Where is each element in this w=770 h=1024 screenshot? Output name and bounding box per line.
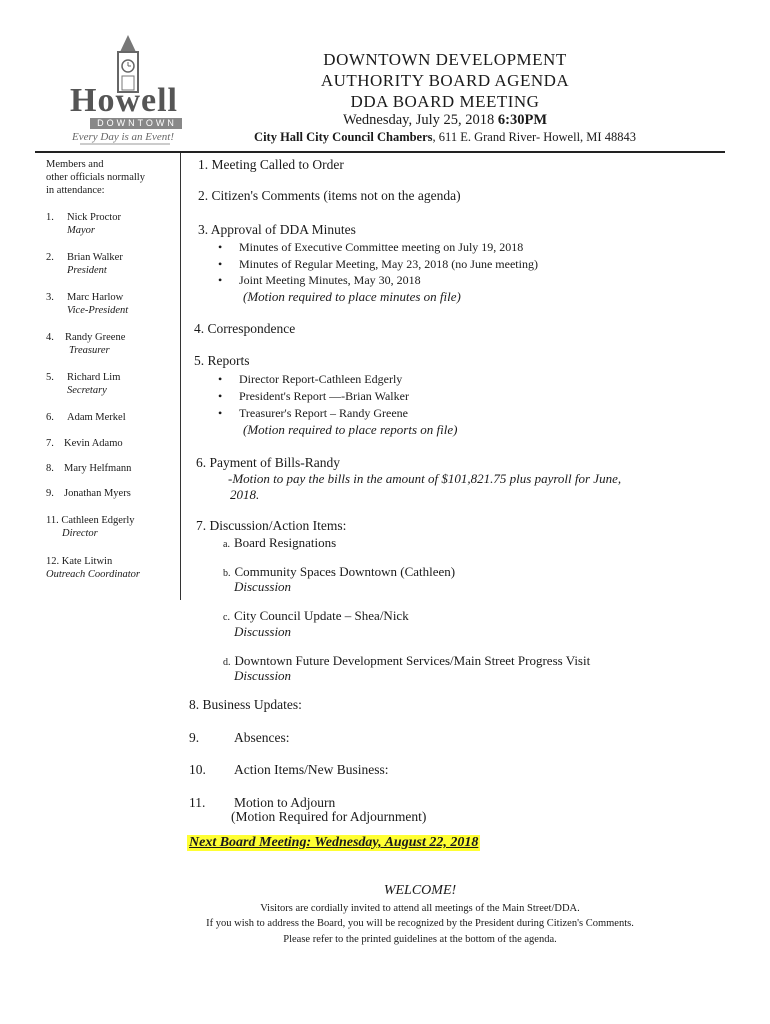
agenda-item-3: 3. Approval of DDA Minutes <box>198 222 356 237</box>
member-name: Kate Litwin <box>61 556 113 567</box>
discussion-note: Discussion <box>234 624 292 639</box>
member-num: 4. <box>46 332 54 343</box>
motion-note: -Motion to pay the bills in the amount of $101,821.75 plus payroll for June, <box>228 471 622 486</box>
howell-downtown-logo <box>50 30 200 150</box>
logo-tagline: Every Day is an Event! <box>72 131 175 143</box>
member-role: Mayor <box>67 225 95 236</box>
agenda-item-4: 4. Correspondence <box>194 321 296 336</box>
agenda-item-1: 1. Meeting Called to Order <box>198 157 344 172</box>
member-name: Marc Harlow <box>67 292 124 303</box>
bullet-item: • Treasurer's Report – Randy Greene <box>218 406 409 420</box>
member-name: Jonathan Myers <box>64 488 131 499</box>
title-line-3: DDA BOARD MEETING <box>350 92 540 111</box>
location-venue: City Hall City Council Chambers <box>254 130 433 144</box>
location-address: , 611 E. Grand River- Howell, MI 48843 <box>432 130 636 144</box>
member-num: 8. <box>46 463 54 474</box>
sidebar-intro-line: other officials normally <box>46 172 145 183</box>
member-name: Randy Greene <box>65 332 126 343</box>
agenda-item-6: 6. Payment of Bills-Randy <box>196 455 340 470</box>
member-name: Richard Lim <box>67 372 121 383</box>
meeting-date-time <box>230 112 660 129</box>
agenda-item-5: 5. Reports <box>194 353 250 368</box>
meeting-date: Wednesday, July 25, 2018 <box>342 112 495 128</box>
sub-item: b. Community Spaces Downtown (Cathleen) <box>223 564 456 579</box>
agenda-item-11: 11. Motion to Adjourn <box>189 795 336 810</box>
welcome-heading: WELCOME! <box>383 883 457 898</box>
member-entry <box>46 555 140 581</box>
sidebar-intro <box>46 158 145 197</box>
member-num: 5. <box>46 372 54 383</box>
member-entry <box>46 487 131 500</box>
member-entry <box>46 462 132 475</box>
logo-sub: DOWNTOWN <box>97 118 177 128</box>
meeting-time: 6:30PM <box>497 112 548 128</box>
member-role: Treasurer <box>69 345 110 356</box>
discussion-note: Discussion <box>234 668 292 683</box>
member-entry <box>46 437 123 450</box>
member-name: Mary Helfmann <box>64 463 132 474</box>
member-entry <box>46 331 126 357</box>
agenda-item-10: 10. Action Items/New Business: <box>189 762 389 777</box>
member-role: Vice-President <box>67 305 129 316</box>
bullet-item: • Joint Meeting Minutes, May 30, 2018 <box>218 273 421 287</box>
member-num: 6. <box>46 412 54 423</box>
member-entry <box>46 211 121 237</box>
motion-note: (Motion required to place minutes on file) <box>243 289 461 304</box>
member-name: Kevin Adamo <box>64 438 123 449</box>
agenda-item-7: 7. Discussion/Action Items: <box>196 518 347 533</box>
logo-name: Howell <box>70 82 178 119</box>
footer-line-3: Please refer to the printed guidelines at the bottom of the agenda. <box>283 934 557 945</box>
member-num: 3. <box>46 292 54 303</box>
member-name: Brian Walker <box>67 252 123 263</box>
member-entry <box>46 514 135 540</box>
motion-note: 2018. <box>230 487 260 502</box>
member-entry <box>46 291 128 317</box>
member-role: Director <box>62 528 98 539</box>
sidebar-intro-line: in attendance: <box>46 185 105 196</box>
agenda-item-8: 8. Business Updates: <box>189 697 302 712</box>
member-name: Nick Proctor <box>67 212 121 223</box>
footer-line-2: If you wish to address the Board, you will be recognized by the President during Citizen's Comments. <box>206 918 634 929</box>
member-num: 11. <box>46 515 59 526</box>
discussion-note: Discussion <box>234 579 292 594</box>
member-name: Cathleen Edgerly <box>61 515 135 526</box>
sub-item: d. Downtown Future Development Services/Main Street Progress Visit <box>223 653 591 668</box>
member-num: 9. <box>46 488 54 499</box>
bullet-item: • Minutes of Regular Meeting, May 23, 2018 (no June meeting) <box>218 257 538 271</box>
bullet-item: • President's Report —-Brian Walker <box>218 389 409 403</box>
agenda-item-2: 2. Citizen's Comments (items not on the agenda) <box>198 188 461 203</box>
member-entry <box>46 251 123 277</box>
title-line-1: DOWNTOWN DEVELOPMENT <box>323 50 567 69</box>
member-num: 2. <box>46 252 54 263</box>
member-role: Secretary <box>67 385 107 396</box>
motion-note: (Motion required to place reports on file) <box>243 422 458 437</box>
bullet-item: • Minutes of Executive Committee meeting on July 19, 2018 <box>218 240 524 254</box>
motion-note: (Motion Required for Adjournment) <box>231 809 427 824</box>
meeting-location <box>200 130 690 145</box>
sub-item: c. City Council Update – Shea/Nick <box>223 608 409 623</box>
member-num: 7. <box>46 438 54 449</box>
header-divider <box>35 151 725 153</box>
member-role: President <box>67 265 107 276</box>
member-num: 12. <box>46 556 60 567</box>
sub-item: a. Board Resignations <box>223 535 337 550</box>
sidebar-divider <box>180 153 181 600</box>
member-entry <box>46 371 121 397</box>
agenda-item-9: 9. Absences: <box>189 730 290 745</box>
member-num: 1. <box>46 212 54 223</box>
member-entry <box>46 411 126 424</box>
title-line-2: AUTHORITY BOARD AGENDA <box>320 71 570 90</box>
member-role: Outreach Coordinator <box>46 569 141 580</box>
bullet-item: • Director Report-Cathleen Edgerly <box>218 372 403 386</box>
next-meeting-banner: Next Board Meeting: Wednesday, August 22, 2018 <box>189 835 479 850</box>
footer-line-1: Visitors are cordially invited to attend all meetings of the Main Street/DDA. <box>260 903 580 914</box>
sidebar-intro-line: Members and <box>46 159 104 170</box>
member-name: Adam Merkel <box>67 412 126 423</box>
